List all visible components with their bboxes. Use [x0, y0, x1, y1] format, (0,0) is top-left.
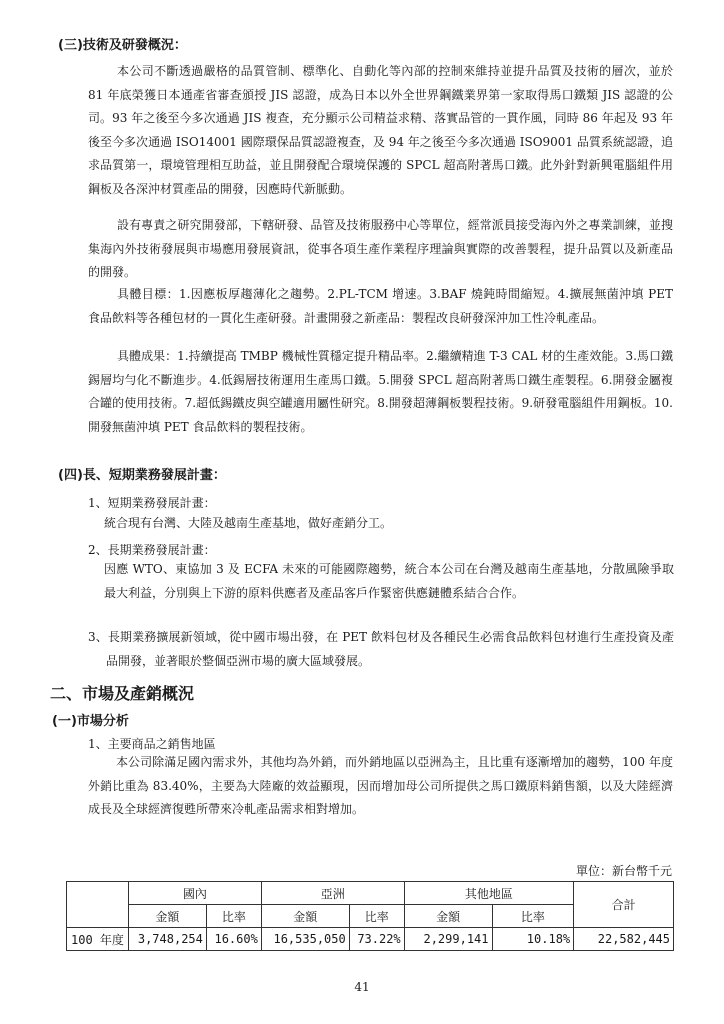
page-number: 41 — [354, 980, 370, 994]
plan-item-3: 3、長期業務擴展新領域，從中國市場出發，在 PET 飲料包材及各種民生必需食品飲料包材進行生產投資及產品開發，並著眼於整個亞洲市場的廣大區域發展。 — [88, 630, 674, 668]
tech-paragraph-2: 設有專責之研究開發部，下轄研發、品管及技術服務中心等單位，經常派員接受海內外之專業訓練，並搜集海內外技術發展與市場應用發展資訊，從事各項生產作業程序理論與實際的改善製程，提升品質以及新產品的開發。 — [88, 218, 673, 280]
market-paragraph: 本公司除滿足國內需求外，其他均為外銷，而外銷地區以亞洲為主，且比重有逐漸增加的趨勢，100 年度外銷比重為 83.40%，主要為大陸廠的效益顯現，因而增加母公司所提供之馬口鐵原料銷售額，以及大陸經濟成長及全球經濟復甦所帶來冷軋產品需求相對增加。 — [88, 755, 673, 817]
table-row — [67, 928, 674, 951]
subheader-ratio: 比率 — [492, 905, 574, 928]
plan-item-2-label: 2、長期業務發展計畫： — [88, 543, 216, 557]
header-total: 合計 — [574, 882, 674, 928]
unit-label: 單位：新台幣千元 — [575, 864, 672, 878]
subheader-ratio: 比率 — [206, 905, 261, 928]
header-region-asia: 亞洲 — [261, 882, 404, 905]
asia-ratio-cell: 73.22% — [349, 928, 404, 951]
row-year-label: 100 年度 — [67, 928, 129, 951]
tech-paragraph-results: 具體成果：1.持續提高 TMBP 機械性質穩定提升精品率。2.繼續精進 T-3 CAL 材的生產效能。3.馬口鐵錫層均勻化不斷進步。4.低錫層技術運用生產馬口鐵。5.開發 SPCL 超高附著馬口鐵生產製程。6.開發金屬複合罐的使用技術。7.超低錫鐵皮與空罐適用屬性研究。8.開發超薄鋼板製程技術。9.研發電腦組件用鋼板。10.開發無菌沖填 PET 食品飲料的製程技術。 — [88, 349, 673, 434]
subheader-ratio: 比率 — [349, 905, 404, 928]
header-region-other: 其他地區 — [404, 882, 573, 905]
tech-paragraph-goals: 具體目標：1.因應板厚趨薄化之趨勢。2.PL-TCM 增速。3.BAF 燒鈍時間縮短。4.擴展無菌沖填 PET 食品飲料等各種包材的一貫化生產研發。計畫開發之新產品：製程改良研發深沖加工性冷軋產品。 — [88, 287, 673, 325]
subheader-amount: 金額 — [404, 905, 492, 928]
subsection-heading-market-analysis: (一)市場分析 — [52, 714, 129, 729]
header-region-domestic: 國內 — [128, 882, 261, 905]
asia-amount-cell: 16,535,050 — [261, 928, 349, 951]
section-heading-tech: (三)技術及研發概況： — [58, 38, 187, 53]
domestic-ratio-cell: 16.60% — [206, 928, 261, 951]
plan-item-1-body: 統合現有台灣、大陸及越南生產基地，做好產銷分工。 — [104, 516, 393, 530]
subheader-amount: 金額 — [128, 905, 206, 928]
domestic-amount-cell: 3,748,254 — [128, 928, 206, 951]
other-amount-cell: 2,299,141 — [404, 928, 492, 951]
other-ratio-cell: 10.18% — [492, 928, 574, 951]
section-heading-market: 二、市場及產銷概況 — [50, 684, 195, 703]
table-corner-cell — [67, 882, 129, 928]
market-item-1-label: 1、主要商品之銷售地區 — [88, 737, 216, 751]
section-heading-plan: (四)長、短期業務發展計畫： — [58, 468, 226, 483]
table-header-row — [67, 882, 674, 905]
tech-paragraph-1: 本公司不斷透過嚴格的品質管制、標準化、自動化等內部的控制來維持並提升品質及技術的層次，並於 81 年底榮獲日本通產省審查頒授 JIS 認證，成為日本以外全世界鋼鐵業界第一家取得馬口鐵類 JIS 認證的公司。93 年之後至今多次通過 JIS 複查，充分顯示公司精益求精、落實品管的一貫作風，同時 86 年起及 93 年後至今多次通過 ISO14001 國際環保品質認證複查，及 94 年之後至今多次通過 ISO9001 品質系統認證，追求品質第一，環境管理相互助益，並且開發配合環境保護的 SPCL 超高附著馬口鐵。此外針對新興電腦組件用鋼板及各深沖材質產品的開發，因應時代新脈動。 — [88, 64, 673, 196]
subheader-amount: 金額 — [261, 905, 349, 928]
plan-item-2-body: 因應 WTO、東協加 3 及 ECFA 未來的可能國際趨勢，統合本公司在台灣及越南生產基地，分散風險爭取最大利益，分別與上下游的原料供應者及產品客戶作緊密供應鏈體系結合合作。 — [104, 562, 674, 600]
total-cell: 22,582,445 — [574, 928, 674, 951]
plan-item-1-label: 1、短期業務發展計畫： — [88, 496, 216, 510]
sales-region-table — [66, 881, 674, 951]
